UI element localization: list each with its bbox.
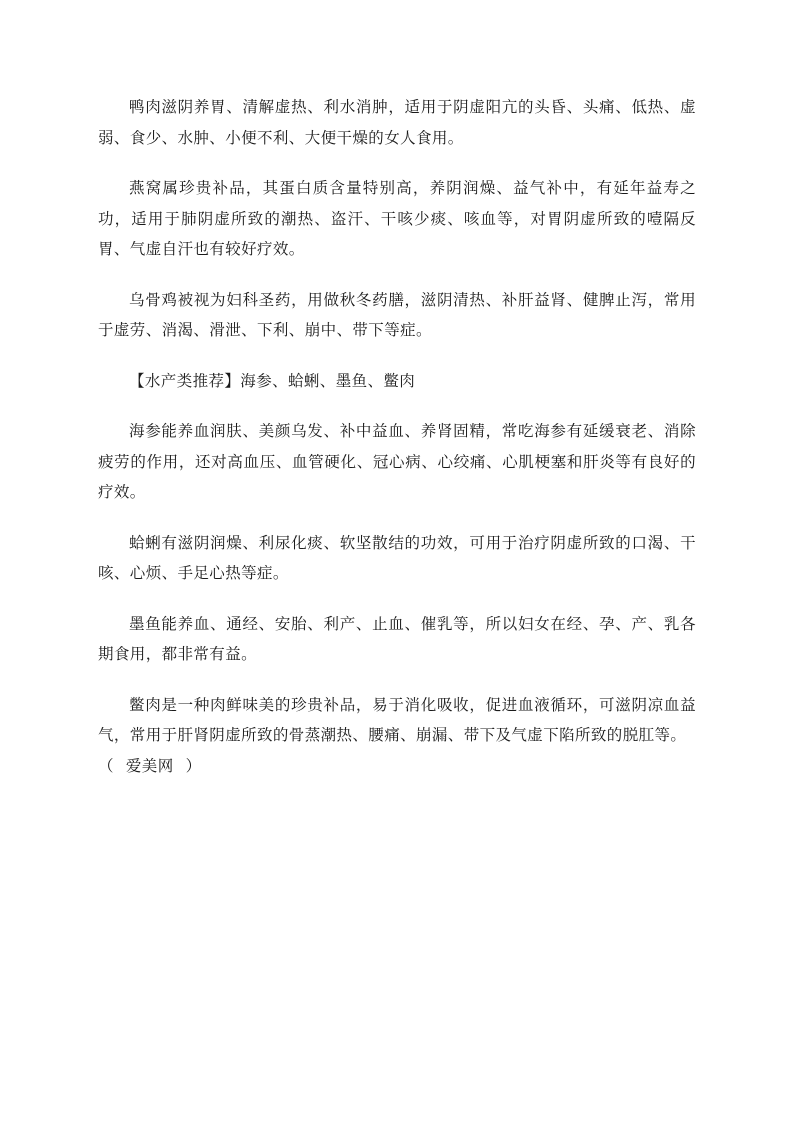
section-heading-seafood: 【水产类推荐】海参、蛤蜊、墨鱼、鳖肉 xyxy=(129,371,416,390)
paragraph-cuttlefish: 墨鱼能养血、通经、安胎、利产、止血、催乳等，所以妇女在经、孕、产、乳各期食用，都非常有益。 xyxy=(98,614,696,663)
paragraph-bird-nest: 燕窝属珍贵补品，其蛋白质含量特别高，养阴润燥、益气补中，有延年益寿之功，适用于肺阴虚所致的潮热、盗汗、干咳少痰、咳血等，对胃阴虚所致的噎隔反胃、气虚自汗也有较好疗效。 xyxy=(98,179,696,258)
paragraph-sea-cucumber: 海参能养血润肤、美颜乌发、补中益血、养肾固精，常吃海参有延缓衰老、消除疲劳的作用，还对高血压、血管硬化、冠心病、心绞痛、心肌梗塞和肝炎等有良好的疗效。 xyxy=(98,422,696,501)
source-name: 爱美网 xyxy=(125,756,174,775)
source-attribution xyxy=(98,751,696,782)
source-close-paren: ） xyxy=(185,756,202,775)
paragraph-clam: 蛤蜊有滋阴润燥、利尿化痰、软坚散结的功效，可用于治疗阴虚所致的口渴、干咳、心烦、手足心热等症。 xyxy=(98,533,696,582)
paragraph-turtle: 鳖肉是一种肉鲜味美的珍贵补品，易于消化吸收，促进血液循环，可滋阴凉血益气，常用于肝肾阴虚所致的骨蒸潮热、腰痛、崩漏、带下及气虚下陷所致的脱肛等。 xyxy=(98,695,696,744)
source-open-paren: （ xyxy=(98,756,114,775)
paragraph-silkie-chicken: 乌骨鸡被视为妇科圣药，用做秋冬药膳，滋阴清热、补肝益肾、健脾止泻，常用于虚劳、消渴、滑泄、下利、崩中、带下等症。 xyxy=(98,290,696,339)
document-body xyxy=(98,92,696,781)
paragraph-duck: 鸭肉滋阴养胃、清解虚热、利水消肿，适用于阴虚阳亢的头昏、头痛、低热、虚弱、食少、水肿、小便不利、大便干燥的女人食用。 xyxy=(98,98,696,147)
